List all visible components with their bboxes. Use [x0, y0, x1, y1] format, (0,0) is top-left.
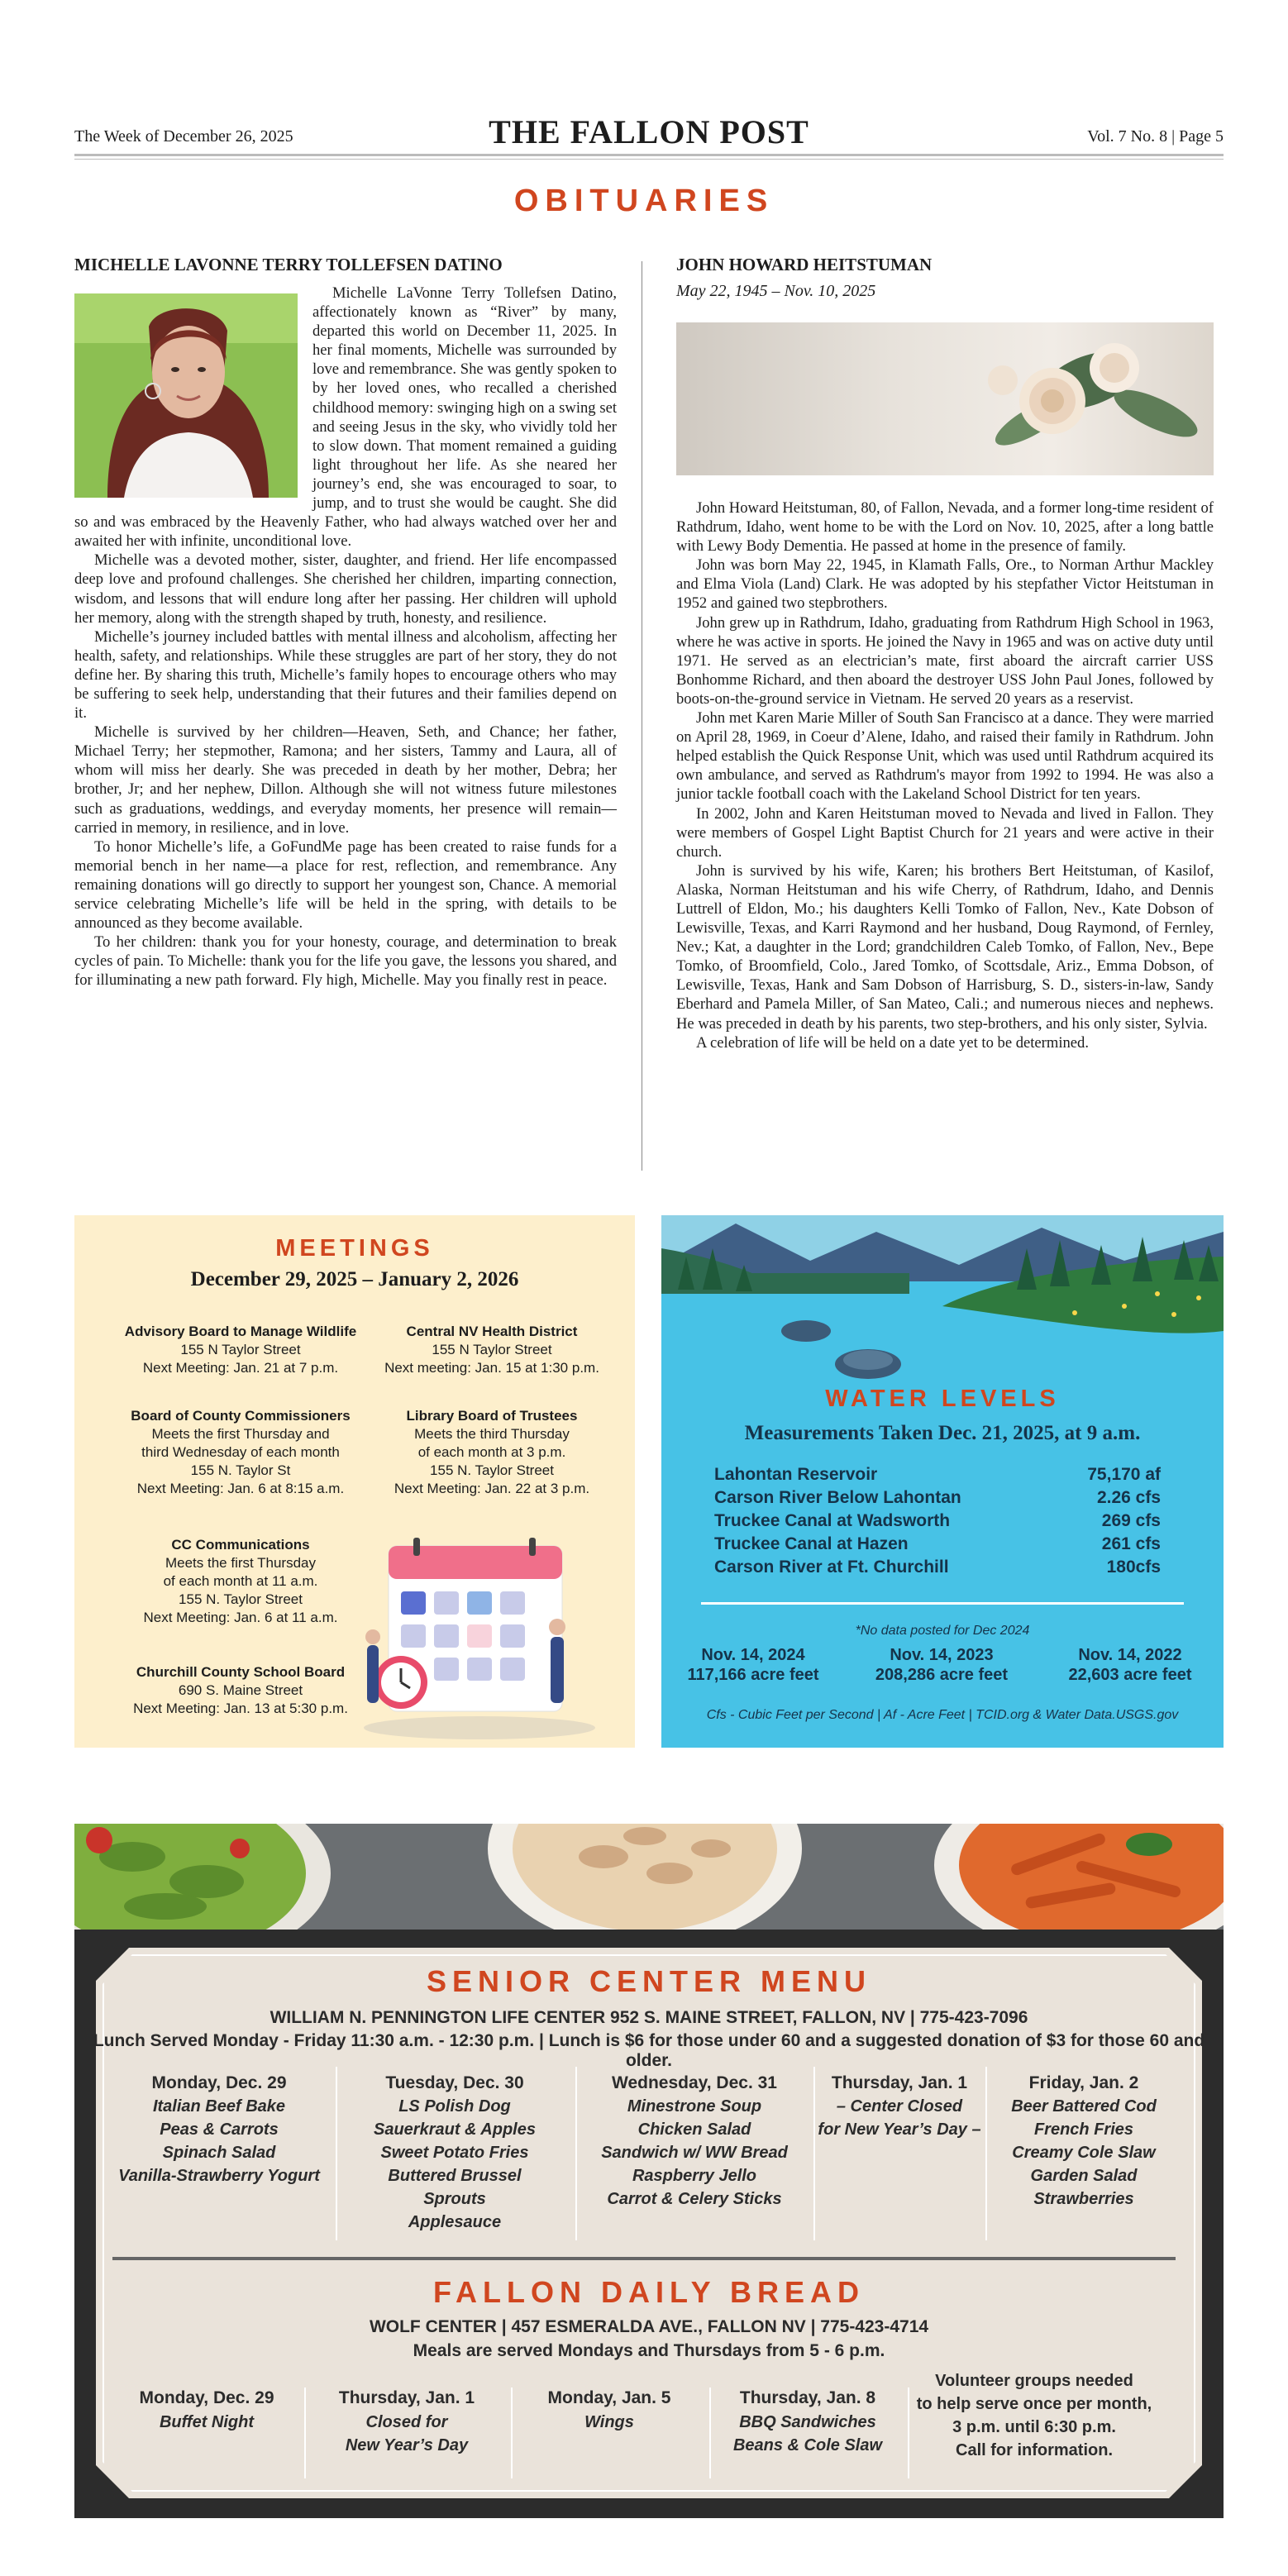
food-banner-photo [74, 1824, 1224, 1930]
volunteer-line: Volunteer groups needed [935, 2372, 1133, 2390]
bread-divider [709, 2388, 711, 2478]
water-row-value: 180cfs [1106, 1558, 1161, 1577]
menu-item: Sprouts [423, 2190, 486, 2208]
obituary-paragraph: Michelle’s journey included battles with mental illness and alcoholism, affecting her health, safety, and relationships. While these struggles are part of her story, they do not define her. By sharing this truth, Michelle’s family hopes to encourage others who may be suffering to seek help, understanding that their futures and their families depend on it. [74, 627, 617, 723]
water-row-value: 75,170 af [1087, 1465, 1161, 1484]
menu-item: Creamy Cole Slaw [1012, 2144, 1156, 2162]
menu-day-name: Tuesday, Dec. 30 [385, 2073, 524, 2092]
meeting-detail: Next Meeting: Jan. 13 at 5:30 p.m. [133, 1701, 348, 1716]
water-row-label: Lahontan Reservoir [714, 1465, 878, 1484]
menu-day-name: Friday, Jan. 2 [1028, 2073, 1139, 2092]
water-row [714, 1558, 1161, 1581]
menu-divider [813, 2067, 815, 2240]
obituary-name: JOHN HOWARD HEITSTUMAN [676, 255, 933, 274]
menu-day [989, 2072, 1179, 2211]
senior-menu-lunch-info: Lunch Served Monday - Friday 11:30 a.m. - 12:30 p.m. | Lunch is $6 for those under 60 and a suggested donation of $3 for those 60 and older. [93, 2031, 1205, 2070]
obituary-datino [74, 255, 617, 990]
meeting-detail: 155 N Taylor Street [432, 1342, 552, 1357]
menu-item: Spinach Salad [162, 2144, 276, 2162]
bread-item: Beans & Cole Slaw [732, 2436, 883, 2454]
bread-divider [304, 2388, 306, 2478]
menu-item: Garden Salad [1030, 2167, 1138, 2185]
menu-divider [336, 2067, 337, 2240]
obituary-paragraph: John met Karen Marie Miller of South San Francisco at a dance. They were married on April 28, 1969, in Coeur d’Alene, Idaho, and raised their family in Rathdrum. John helped establish the Quick Response Unit, which was used until Rathdrum acquired its own ambulance, and served as Rathdrum's mayor from 1992 to 1994. He was also a junior tackle football coach with the Lakeland School District for ten years. [676, 709, 1214, 804]
menu-item: Buttered Brussel [388, 2167, 522, 2185]
issue-number: Vol. 7 No. 8 | Page 5 [1087, 127, 1224, 145]
water-divider [701, 1602, 1184, 1605]
meeting-name: CC Communications [171, 1537, 310, 1553]
water-history-value: 22,603 acre feet [1068, 1666, 1192, 1684]
daily-bread-title: FALLON DAILY BREAD [432, 2275, 866, 2309]
bread-divider [511, 2388, 513, 2478]
water-row [714, 1511, 1161, 1534]
water-row-value: 269 cfs [1101, 1511, 1161, 1530]
obituary-body [676, 499, 1214, 1052]
menu-divider [575, 2067, 577, 2240]
volunteer-line: Call for information. [956, 2441, 1113, 2459]
obituary-dates: May 22, 1945 – Nov. 10, 2025 [676, 282, 876, 300]
obituary-paragraph: John was born May 22, 1945, in Klamath Falls, Ore., to Norman Arthur Mackley and Elma Viola (Land) Clark. He was adopted by his stepfather Victor Heitstuman in 1952 and gained two stepbrothers. [676, 556, 1214, 613]
meeting-detail: Next meeting: Jan. 15 at 1:30 p.m. [384, 1360, 599, 1376]
obituary-paragraph: John is survived by his wife, Karen; his brothers Bert Heitstuman, of Kasilof, Alaska, Norman Heitstuman and his wife Cherry, of Rathdrum, Idaho, and Dennis Luttrell of Eldon, Mo.; his daughters Kelli Tomko of Fallon, Nev., Kate Dobson of Lewisville, Texas, and Karri Raymond and her husband, Doug Raymond, of Fernley, Nev.; Kat, a daughter in the Lord; grandchildren Caleb Tomko, of Fallon, Nev., Bepe Tomko, of Broomfield, Colo., Jared Tomko, of Scottsdale, Ariz., Emma Dobson, of Lewisville, Texas, Hank and Sam Dobson of Harrisburg, S. D., sisters-in-law, Sandy Eberhard and Pamela Miller, of San Mateo, Cali.; and numerous nieces and nephews. He was preceded in death by his parents, two step-brothers, and his only sister, Sylvia. [676, 861, 1214, 1033]
menu-item: Vanilla-Strawberry Yogurt [118, 2167, 320, 2185]
meeting-detail: 155 N. Taylor Street [179, 1591, 303, 1607]
rose-photo [676, 322, 1214, 475]
obituary-paragraph: To honor Michelle’s life, a GoFundMe page has been created to raise funds for a memorial bench in her name—a place for rest, reflection, and remembrance. Any remaining donations will go directly to support her youngest son, Chance. A memorial service celebrating Michelle’s life will be held in the spring, with details to be announced as they become available. [74, 837, 617, 933]
meeting-detail: Next Meeting: Jan. 6 at 8:15 a.m. [136, 1481, 345, 1496]
menu-item: Beer Battered Cod [1011, 2097, 1157, 2116]
bread-item: Wings [584, 2413, 634, 2431]
bread-day-name: Thursday, Jan. 1 [338, 2388, 475, 2407]
bread-day-name: Thursday, Jan. 8 [739, 2388, 876, 2407]
water-row [714, 1465, 1161, 1488]
menu-day [579, 2072, 810, 2211]
senior-menu-title: SENIOR CENTER MENU [426, 1964, 872, 1998]
menu-item: Sauerkraut & Apples [374, 2120, 536, 2139]
water-no-data-note: *No data posted for Dec 2024 [855, 1624, 1030, 1638]
obituary-heitstuman [676, 255, 1214, 1052]
senior-menu-address: WILLIAM N. PENNINGTON LIFE CENTER 952 S. MAINE STREET, FALLON, NV | 775-423-7096 [270, 2008, 1028, 2027]
meetings-title: MEETINGS [275, 1235, 434, 1262]
water-row-label: Carson River Below Lahontan [714, 1488, 961, 1507]
issue-date: The Week of December 26, 2025 [74, 127, 293, 145]
daily-bread-address: WOLF CENTER | 457 ESMERALDA AVE., FALLON NV | 775-423-4714 [369, 2317, 929, 2336]
masthead-rule [74, 159, 1224, 160]
water-history-item [1043, 1645, 1217, 1685]
obituary-paragraph: To her children: thank you for your honesty, courage, and determination to break cycles of pain. To Michelle: thank you for the life you gave, the lessons you shared, and for illuminating a new path forward. Fly high, Michelle. May you finally rest in peace. [74, 933, 617, 990]
bread-day-name: Monday, Jan. 5 [547, 2388, 671, 2407]
water-levels-title: WATER LEVELS [825, 1386, 1060, 1412]
menu-item: for New Year’s Day – [818, 2120, 981, 2139]
meeting-detail: third Wednesday of each month [141, 1444, 340, 1460]
obituary-paragraph: Michelle is survived by her children—Heaven, Seth, and Chance; her father, Michael Terry; her stepmother, Ramona; and her sisters, Tammy and Laura, all of whom will miss her dearly. She was preceded in death by her mother, Debra; her brother, Jr; and her nephew, Dillon. Although she will not witness future milestones such as graduations, weddings, and everyday moments, her presence will remain—carried in memory, in resilience, and in love. [74, 723, 617, 837]
meetings-date-range: December 29, 2025 – January 2, 2026 [190, 1268, 519, 1290]
water-levels-subtitle: Measurements Taken Dec. 21, 2025, at 9 a.m. [744, 1422, 1141, 1444]
meeting-detail: of each month at 11 a.m. [163, 1573, 318, 1589]
water-history-date: Nov. 14, 2023 [890, 1646, 994, 1664]
menu-day [817, 2072, 982, 2141]
daily-bread-meal-times: Meals are served Mondays and Thursdays from 5 - 6 p.m. [413, 2341, 885, 2360]
water-history-value: 117,166 acre feet [687, 1666, 819, 1684]
water-row [714, 1488, 1161, 1511]
bread-day [308, 2386, 506, 2457]
masthead-rule [74, 154, 1224, 156]
obituary-paragraph: A celebration of life will be held on a date yet to be determined. [696, 1033, 1090, 1052]
meeting-detail: Meets the third Thursday [414, 1426, 570, 1442]
meeting-name: Library Board of Trustees [406, 1408, 578, 1424]
meeting-item [121, 1536, 360, 1627]
volunteer-line: 3 p.m. until 6:30 p.m. [952, 2418, 1116, 2436]
menu-day [116, 2072, 322, 2187]
meeting-detail: 155 N. Taylor Street [430, 1462, 554, 1478]
menu-item: Chicken Salad [637, 2120, 751, 2139]
menu-item: Minestrone Soup [627, 2097, 762, 2116]
menu-day-name: Wednesday, Dec. 31 [612, 2073, 777, 2092]
bread-item: Closed for [365, 2413, 448, 2431]
bread-item: Buffet Night [159, 2413, 255, 2431]
meeting-detail: Next Meeting: Jan. 22 at 3 p.m. [394, 1481, 590, 1496]
bread-day [713, 2386, 903, 2457]
meeting-detail: 690 S. Maine Street [178, 1682, 303, 1698]
menu-item: Strawberries [1033, 2190, 1134, 2208]
obituary-paragraph: In 2002, John and Karen Heitstuman moved to Nevada and lived in Fallon. They were members of Gospel Light Baptist Church for 21 years and were active in their church. [676, 804, 1214, 861]
water-row-label: Truckee Canal at Hazen [714, 1534, 909, 1553]
calendar-illustration [355, 1505, 603, 1744]
water-levels-box [661, 1215, 1224, 1748]
menu-item: LS Polish Dog [398, 2097, 511, 2116]
bread-day-name: Monday, Dec. 29 [139, 2388, 274, 2407]
obituary-body [74, 284, 617, 990]
water-history-item [666, 1645, 840, 1685]
water-footnote: Cfs - Cubic Feet per Second | Af - Acre Feet | TCID.org & Water Data.USGS.gov [706, 1708, 1179, 1722]
obituary-name: MICHELLE LAVONNE TERRY TOLLEFSEN DATINO [74, 255, 503, 274]
menu-day-name: Monday, Dec. 29 [151, 2073, 287, 2092]
menu-day-name: Thursday, Jan. 1 [831, 2073, 968, 2092]
bread-item: New Year’s Day [345, 2436, 469, 2454]
volunteer-notice [914, 2369, 1154, 2462]
menu-day [339, 2072, 570, 2234]
meeting-name: Advisory Board to Manage Wildlife [124, 1324, 357, 1339]
bread-item: BBQ Sandwiches [739, 2413, 876, 2431]
obituary-paragraph: Michelle was a devoted mother, sister, daughter, and friend. Her life encompassed deep love and profound challenges. She cherished her children, imparting connection, wisdom, and lessons that will endure long after her passing. Her children will uphold her memory, along with the strength shaped by truth, honesty, and resilience. [74, 551, 617, 627]
water-row [714, 1534, 1161, 1558]
menu-item: Applesauce [408, 2213, 502, 2231]
menu-item: Raspberry Jello [632, 2167, 757, 2185]
meeting-item [121, 1663, 360, 1718]
meeting-item [121, 1407, 360, 1498]
masthead [74, 113, 1224, 155]
menu-section-divider [112, 2257, 1176, 2260]
meeting-detail: of each month at 3 p.m. [417, 1444, 566, 1460]
water-row-label: Carson River at Ft. Churchill [714, 1558, 949, 1577]
menu-item: Italian Beef Bake [152, 2097, 286, 2116]
menu-item: – Center Closed [836, 2097, 963, 2116]
water-row-value: 261 cfs [1101, 1534, 1161, 1553]
meeting-item [372, 1407, 612, 1498]
menu-divider [985, 2067, 987, 2240]
obituary-paragraph: John grew up in Rathdrum, Idaho, graduating from Rathdrum High School in 1963, where he was active in sports. He joined the Navy in 1965 and was on active duty until 1971. He served as an electrician’s mate, first aboard the aircraft carrier USS Bonhomme Richard, and then aboard the destroyer USS John Paul Jones, followed by boots-on-the-ground service in Vietnam. He served 20 years as a reservist. [676, 613, 1214, 708]
menu-item: French Fries [1033, 2120, 1134, 2139]
meetings-box [74, 1215, 635, 1748]
meeting-detail: Meets the first Thursday [165, 1555, 317, 1571]
water-row-value: 2.26 cfs [1096, 1488, 1161, 1507]
bread-day [116, 2386, 298, 2434]
obituary-paragraph: John Howard Heitstuman, 80, of Fallon, Nevada, and a former long-time resident of Rathdrum, Idaho, went home to be with the Lord on Nov. 10, 2025, after a long battle with Lewy Body Dementia. He passed at home in the presence of family. [676, 499, 1214, 556]
meeting-detail: Meets the first Thursday and [151, 1426, 330, 1442]
water-history-date: Nov. 14, 2024 [701, 1646, 805, 1664]
water-row-label: Truckee Canal at Wadsworth [714, 1511, 951, 1530]
water-history-item [855, 1645, 1028, 1685]
menu-item: Peas & Carrots [160, 2120, 279, 2139]
menu-item: Sweet Potato Fries [380, 2144, 529, 2162]
newspaper-title: THE FALLON POST [489, 113, 809, 150]
meeting-item [121, 1323, 360, 1377]
meeting-item [372, 1323, 612, 1377]
lake-illustration [661, 1215, 1224, 1381]
volunteer-line: to help serve once per month, [916, 2395, 1152, 2413]
bread-divider [908, 2388, 909, 2478]
obituary-paragraph: Michelle LaVonne Terry Tollefsen Datino, affectionately known as “River” by many, departed this world on December 11, 2025. In her final moments, Michelle was surrounded by love and remembrance. She was gently spoken to by her loved ones, who recalled a cherished childhood memory: swinging high on a swing set and seeing Jesus in the sky, who vividly told her to slow down. That moment remained a guiding light throughout her life. As she neared her journey’s end, she was encouraged to soar, to jump, and to trust she would be caught. She did so and was embraced by the Heavenly Father, who had always watched over her and awaited her with infinite, unconditional love. [74, 284, 617, 551]
menu-item: Carrot & Celery Sticks [607, 2190, 782, 2208]
water-history-date: Nov. 14, 2022 [1078, 1646, 1182, 1664]
meeting-name: Central NV Health District [406, 1324, 578, 1339]
meeting-detail: Next Meeting: Jan. 6 at 11 a.m. [143, 1610, 338, 1625]
section-title: OBITUARIES [513, 184, 775, 218]
meeting-detail: 155 N Taylor Street [180, 1342, 301, 1357]
meeting-detail: Next Meeting: Jan. 21 at 7 p.m. [142, 1360, 339, 1376]
portrait-photo [74, 293, 298, 498]
bread-day [514, 2386, 704, 2434]
meeting-name: Churchill County School Board [136, 1664, 346, 1680]
water-history-value: 208,286 acre feet [875, 1666, 1009, 1684]
meeting-name: Board of County Commissioners [131, 1408, 351, 1424]
meeting-detail: 155 N. Taylor St [190, 1462, 291, 1478]
menu-item: Sandwich w/ WW Bread [601, 2144, 788, 2162]
